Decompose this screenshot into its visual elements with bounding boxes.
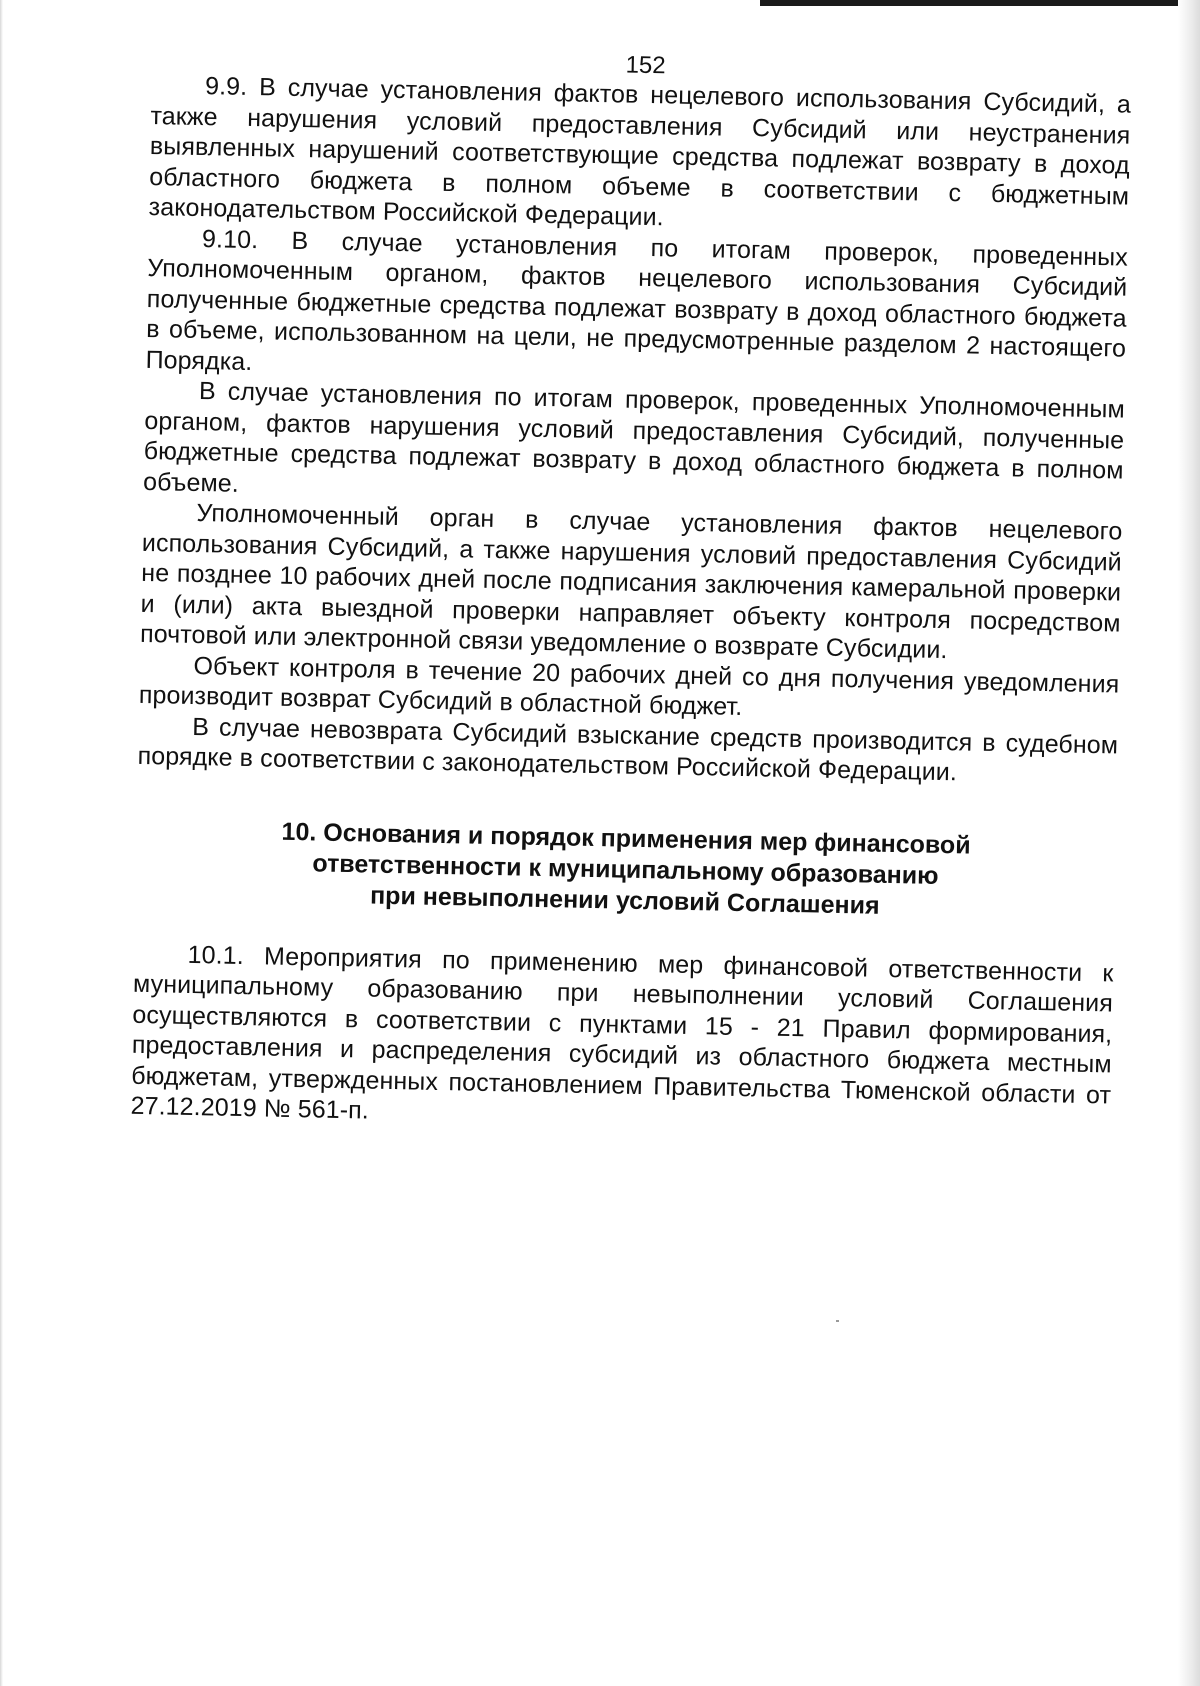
paragraph-violation-return: В случае установления по итогам проверок, проведенных Уполномоченным органом, фактов нарушения условий предоставления Субсидий, полученные бюджетные средства подлежат возврату в доход областного бюджета в полном объеме. bbox=[142, 377, 1126, 498]
scan-speck bbox=[836, 1320, 839, 1322]
section-heading-line-2: ответственности к муниципальному образованию bbox=[312, 848, 939, 890]
paragraph-9-9: 9.9. В случае установления фактов нецелевого использования Субсидий, а также нарушения условий предоставления Субсидий или неустранения выявленных нарушений соответствующие средства подлежат возврату в доход областного бюджета в полном объеме в соответствии с бюджетным законодательством Российской Федерации. bbox=[148, 72, 1132, 232]
scan-edge-right bbox=[1178, 0, 1200, 1686]
scan-edge-left bbox=[0, 0, 3, 1686]
section-10-heading bbox=[135, 813, 1117, 926]
section-heading-line-1: 10. Основания и порядок применения мер финансовой bbox=[281, 817, 971, 860]
scan-edge-top bbox=[760, 0, 1200, 6]
paragraph-court-recovery: В случае невозврата Субсидий взыскание средств производится в судебном порядке в соответствии с законодательством Российской Федерации. bbox=[137, 712, 1119, 787]
paragraph-refund-deadline: Объект контроля в течение 20 рабочих дней со дня получения уведомления производит возврат Субсидий в областной бюджет. bbox=[138, 651, 1120, 721]
paragraph-9-10: 9.10. В случае установления по итогам проверок, проведенных Уполномоченным органом, фактов нецелевого использования Субсидий полученные бюджетные средства подлежат возврату в доход областного бюджета в объеме, использованном на цели, не предусмотренные разделом 2 настоящего Порядка. bbox=[145, 224, 1129, 376]
paragraph-10-1: 10.1. Мероприятия по применению мер финансовой ответственности к муниципальному образованию при невыполнении условий Соглашения осуществляются в соответствии с пунктами 15 - 21 Правил формирования, предоставления и распределения субсидий из областного бюджета местным бюджетам, утвержденных постановлением Правительства Тюменской области от 27.12.2019 № 561-п. bbox=[130, 940, 1114, 1125]
paragraph-notification: Уполномоченный орган в случае установления фактов нецелевого использования Субсидий, а также нарушения условий предоставления Субсидий не позднее 10 рабочих дней после подписания заключения камеральной проверки и (или) акта выездной проверки направляет объекту контроля посредством почтовой или электронной связи уведомление о возврате Субсидии. bbox=[139, 498, 1123, 665]
document-page bbox=[130, 42, 1131, 1141]
section-heading-line-3: при невыполнении условий Соглашения bbox=[369, 881, 880, 920]
page-number: 152 bbox=[625, 51, 666, 80]
